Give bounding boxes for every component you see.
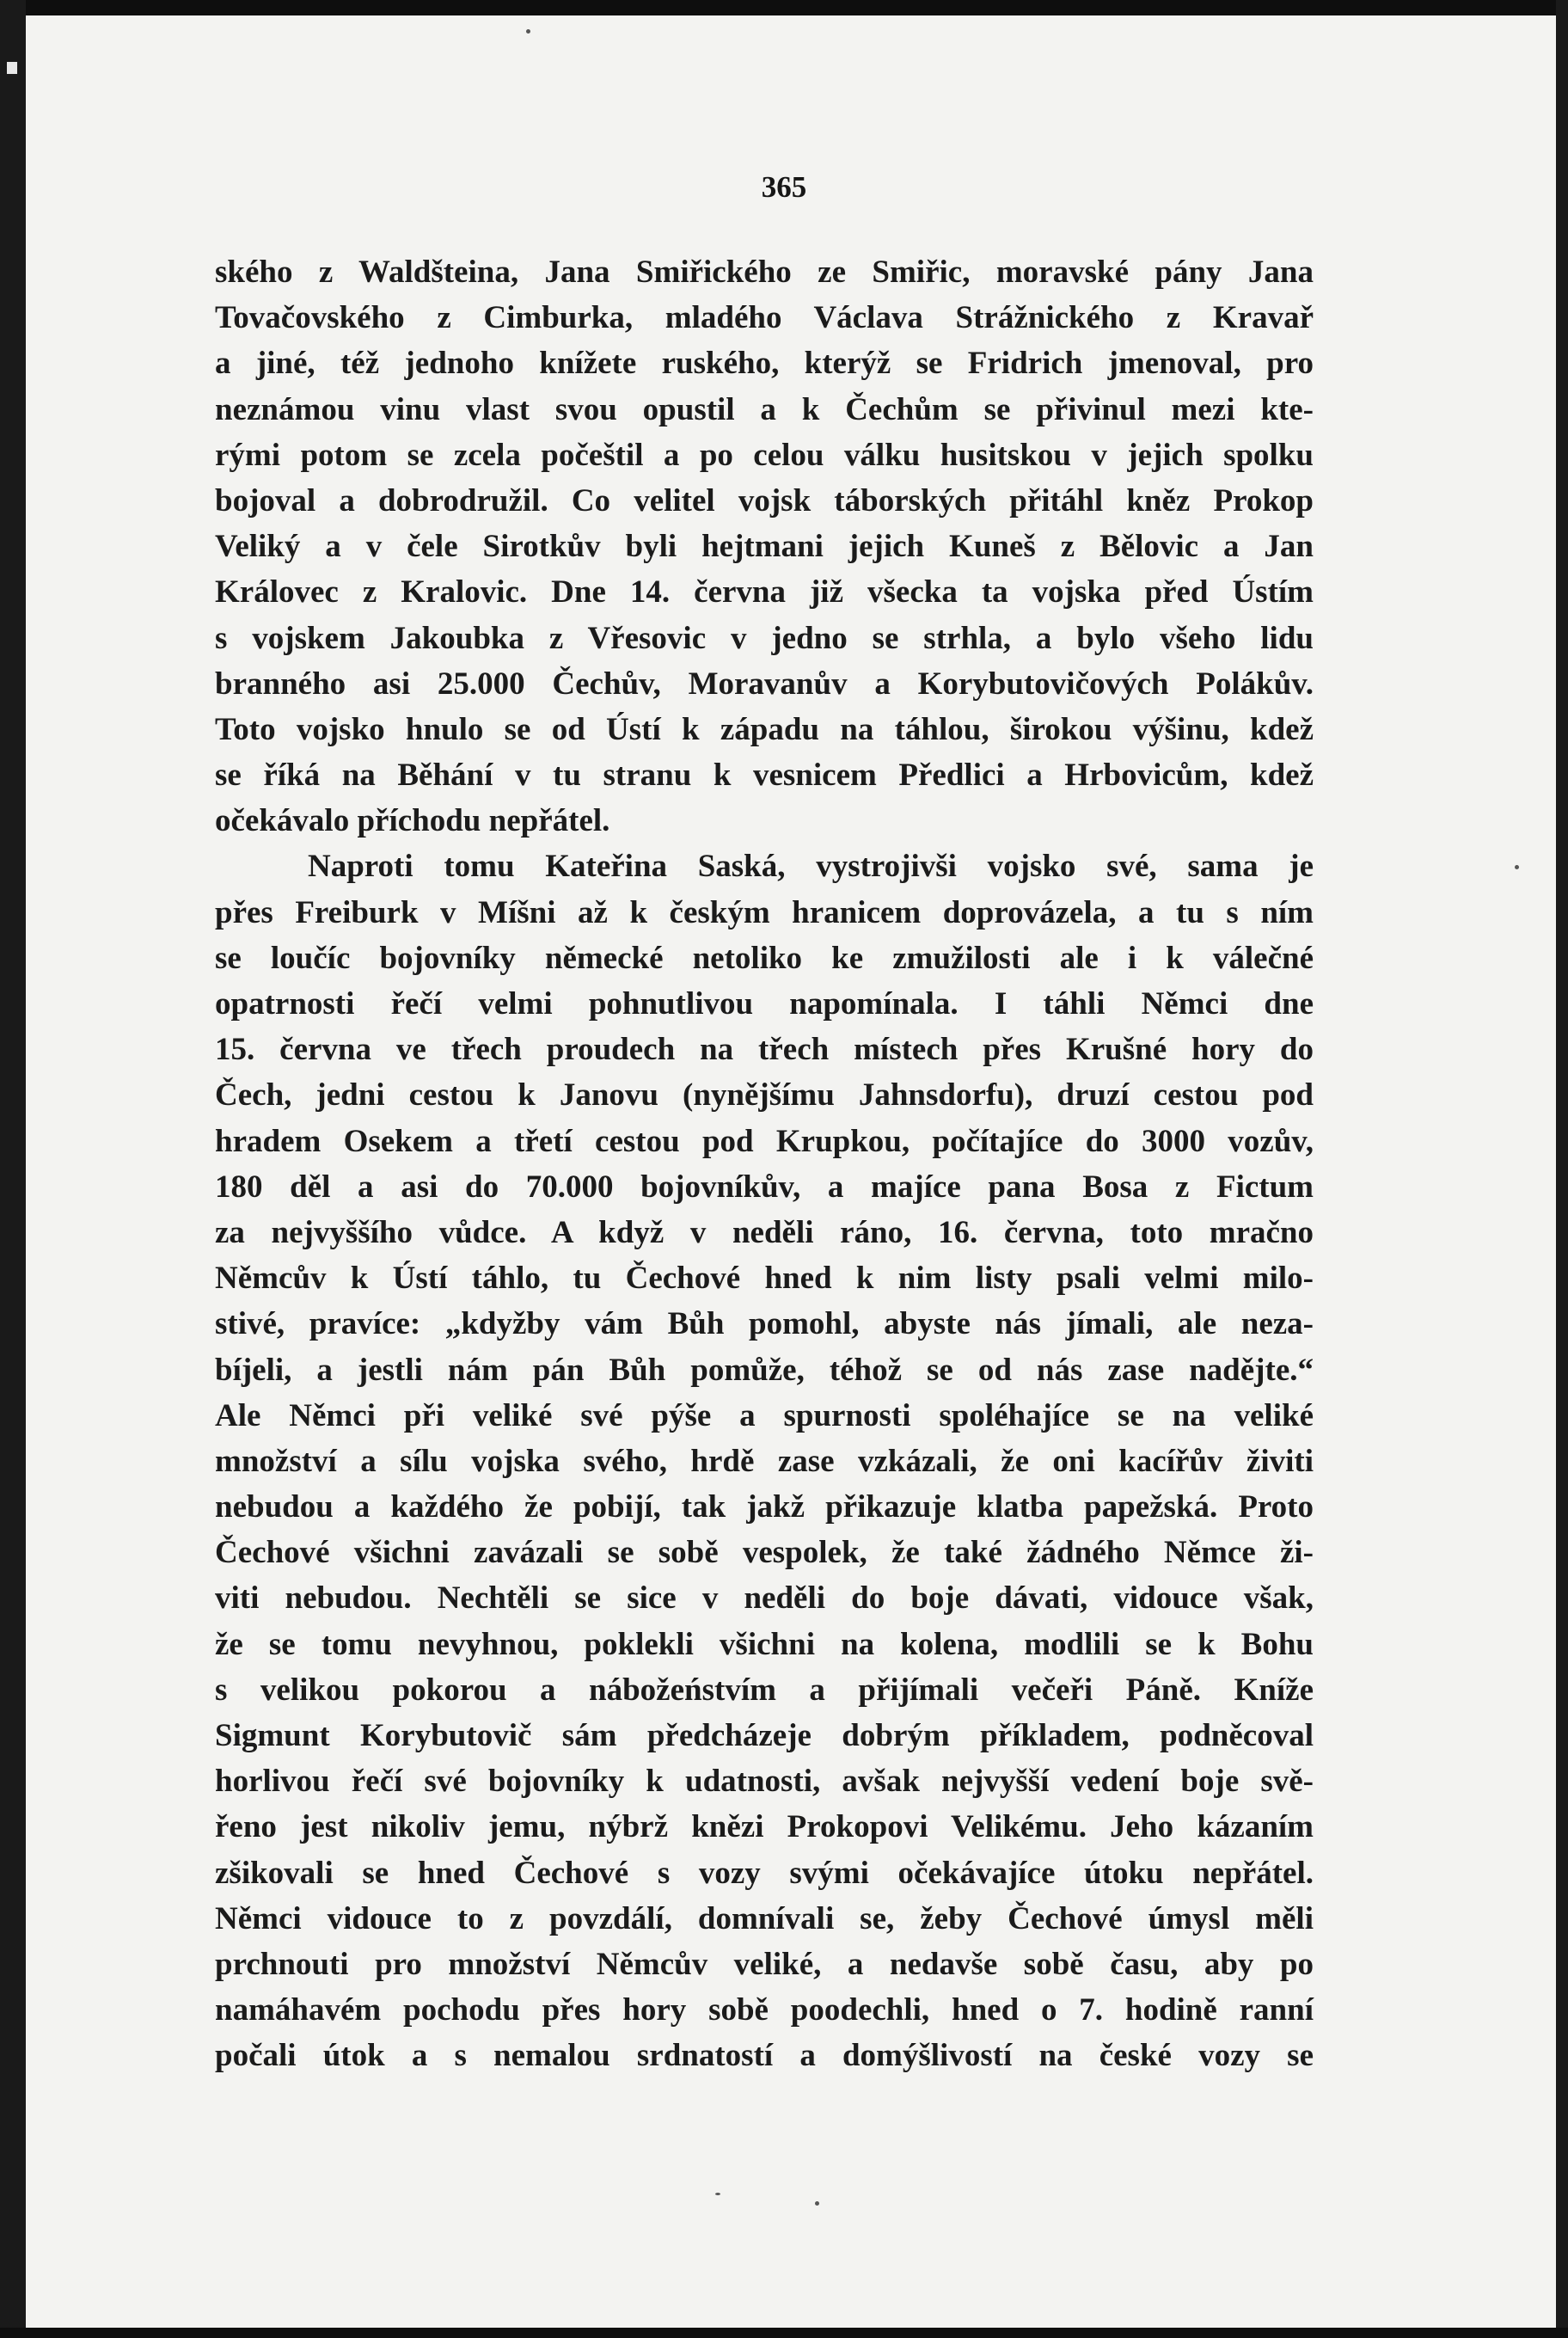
text-line: se říká na Běhání v tu stranu k vesnicem Předlici a Hrbovicům, kdež xyxy=(215,758,1314,794)
text-line: neznámou vinu vlast svou opustil a k Čechům se přivinul mezi kte- xyxy=(215,391,1314,427)
text-line: Sigmunt Korybutovič sám předcházeje dobrým příkladem, podněcoval xyxy=(215,1718,1314,1753)
text-line: prchnouti pro množství Němcův veliké, a nedavše sobě času, aby po xyxy=(215,1946,1314,1982)
dust-speck xyxy=(1515,865,1519,869)
text-line: bíjeli, a jestli nám pán Bůh pomůže, téhož se od nás zase nadějte.“ xyxy=(215,1352,1314,1388)
text-line: branného asi 25.000 Čechův, Moravanův a Korybutovičových Polákův. xyxy=(215,666,1314,702)
dust-speck xyxy=(815,2201,819,2206)
text-line: Němcův k Ústí táhlo, tu Čechové hned k nim listy psali velmi milo- xyxy=(215,1261,1314,1297)
edge-mark xyxy=(7,62,17,74)
text-line: rými potom se zcela počeštil a po celou válku husitskou v jejich spolku xyxy=(215,437,1314,473)
text-line: Tovačovského z Cimburka, mladého Václava Strážnického z Kravař xyxy=(215,300,1314,336)
text-line: horlivou řečí své bojovníky k udatnosti, avšak nejvyšší vedení boje svě- xyxy=(215,1764,1314,1800)
text-line: Královec z Kralovic. Dne 14. června již všecka ta vojska před Ústím xyxy=(215,574,1314,611)
text-line: Čech, jedni cestou k Janovu (nynějšímu Jahnsdorfu), druzí cestou pod xyxy=(215,1077,1314,1114)
text-line: a jiné, též jednoho knížete ruského, kterýž se Fridrich jmenoval, pro xyxy=(215,346,1314,382)
text-line: viti nebudou. Nechtěli se sice v neděli do boje dávati, vidouce však, xyxy=(215,1580,1314,1617)
text-line: množství a sílu vojska svého, hrdě zase vzkázali, že oni kacířův živiti xyxy=(215,1443,1314,1479)
text-line: Toto vojsko hnulo se od Ústí k západu na táhlou, širokou výšinu, kdež xyxy=(215,711,1314,747)
text-line: počali útok a s nemalou srdnatostí a domýšlivostí na české vozy se xyxy=(215,2038,1314,2074)
text-line: Němci vidouce to z povzdálí, domnívali se, žeby Čechové úmysl měli xyxy=(215,1900,1314,1936)
text-line: Veliký a v čele Sirotkův byli hejtmani jejich Kuneš z Bělovic a Jan xyxy=(215,529,1314,565)
text-line: Čechové všichni zavázali se sobě vespolek, že také žádného Němce ži- xyxy=(215,1535,1314,1571)
text-line: nebudou a každého že pobijí, tak jakž přikazuje klatba papežská. Proto xyxy=(215,1489,1314,1525)
text-line: se loučíc bojovníky německé netoliko ke zmužilosti ale i k válečné xyxy=(215,940,1314,976)
text-line: s vojskem Jakoubka z Vřesovic v jedno se strhla, a bylo všeho lidu xyxy=(215,620,1314,656)
text-line: Naproti tomu Kateřina Saská, vystrojivši vojsko své, sama je xyxy=(308,849,1314,885)
dust-speck xyxy=(526,29,530,34)
scan-left-edge xyxy=(0,0,26,2338)
text-line: zšikovali se hned Čechové s vozy svými očekávajíce útoku nepřátel. xyxy=(215,1855,1314,1891)
scan-bottom-edge xyxy=(0,2328,1568,2338)
text-line: přes Freiburk v Míšni až k českým hranicem doprovázela, a tu s ním xyxy=(215,894,1314,930)
text-line: 180 děl a asi do 70.000 bojovníkův, a majíce pana Bosa z Fictum xyxy=(215,1169,1314,1205)
dust-speck xyxy=(715,2193,720,2195)
text-line: opatrnosti řečí velmi pohnutlivou napomínala. I táhli Němci dne xyxy=(215,986,1314,1022)
body-text xyxy=(215,249,1314,2079)
scan-top-edge xyxy=(0,0,1568,15)
text-line: 15. června ve třech proudech na třech místech přes Krušné hory do xyxy=(215,1032,1314,1068)
text-line: že se tomu nevyhnou, poklekli všichni na kolena, modlili se k Bohu xyxy=(215,1626,1314,1662)
page-number: 365 xyxy=(761,170,807,204)
text-line: Ale Němci při veliké své pýše a spurnosti spoléhajíce se na veliké xyxy=(215,1397,1314,1433)
text-line: za nejvyššího vůdce. A když v neděli ráno, 16. června, toto mračno xyxy=(215,1214,1314,1250)
text-line: s velikou pokorou a nábožeństvím a přijímali večeři Páně. Kníže xyxy=(215,1672,1314,1708)
text-line: bojoval a dobrodružil. Co velitel vojsk táborských přitáhl kněz Prokop xyxy=(215,482,1314,519)
text-line: očekávalo příchodu nepřátel. xyxy=(215,803,610,839)
scan-right-edge xyxy=(1556,0,1568,2338)
text-line: ského z Waldšteina, Jana Smiřického ze Smiřic, moravské pány Jana xyxy=(215,255,1314,290)
text-line: řeno jest nikoliv jemu, nýbrž knězi Prokopovi Velikému. Jeho kázaním xyxy=(215,1809,1314,1845)
text-line: stivé, pravíce: „kdyžby vám Bůh pomohl, abyste nás jímali, ale neza- xyxy=(215,1306,1314,1342)
text-line: hradem Osekem a třetí cestou pod Krupkou, počítajíce do 3000 vozův, xyxy=(215,1123,1314,1159)
text-line: namáhavém pochodu přes hory sobě poodechli, hned o 7. hodině ranní xyxy=(215,1992,1314,2028)
